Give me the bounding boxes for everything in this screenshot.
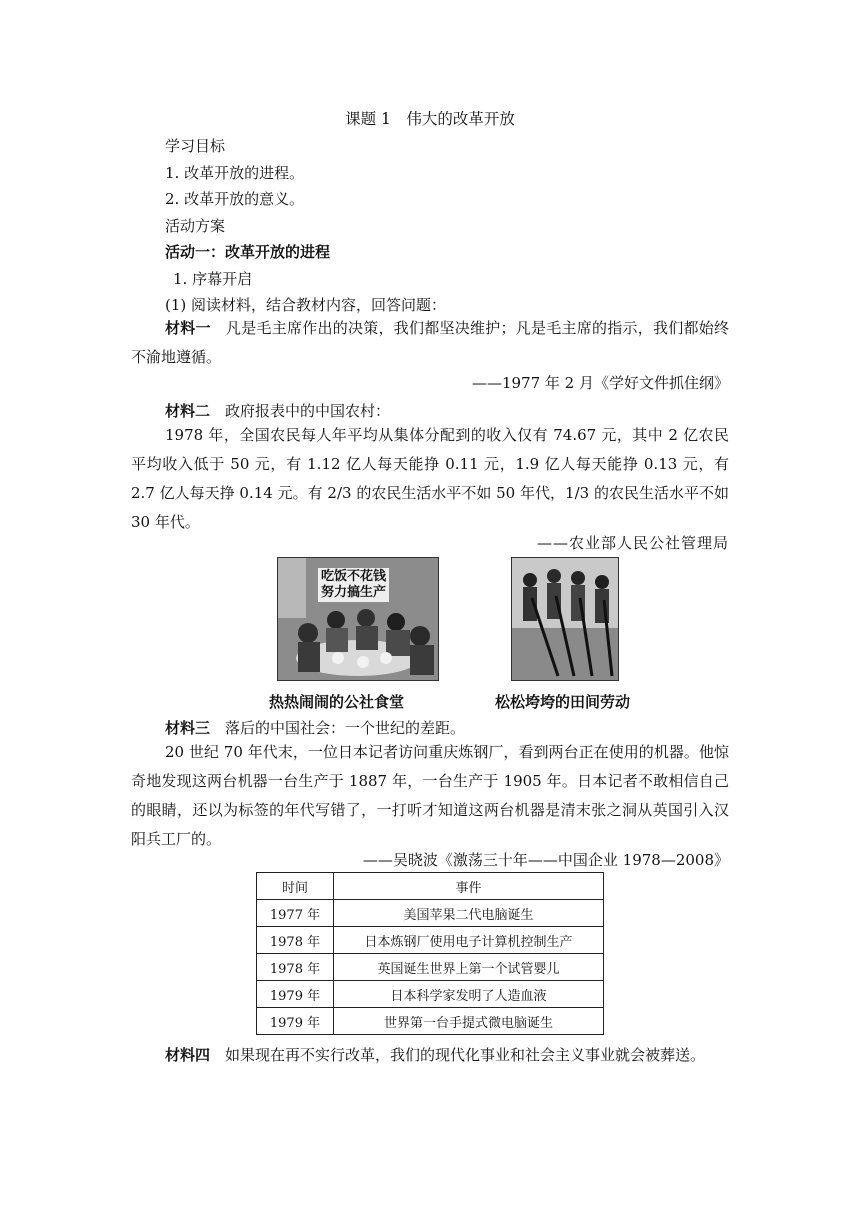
table-cell-event: 日本炼钢厂使用电子计算机控制生产 xyxy=(334,927,604,954)
material-3-heading xyxy=(165,717,465,738)
field-labor-photo xyxy=(511,557,619,681)
table-cell-time: 1978 年 xyxy=(257,927,334,954)
material-1 xyxy=(131,314,729,372)
table-cell-event: 日本科学家发明了人造血液 xyxy=(334,981,604,1008)
table-cell-time: 1978 年 xyxy=(257,954,334,981)
table-cell-event: 英国诞生世界上第一个试管婴儿 xyxy=(334,954,604,981)
goal-item-1: 1. 改革开放的进程。 xyxy=(165,164,305,182)
field-labor-scene-image xyxy=(512,558,618,680)
material-2-label: 材料二 xyxy=(165,402,211,420)
table-row xyxy=(257,981,604,1008)
table-row xyxy=(257,1008,604,1035)
canteen-photo-caption: 热热闹闹的公社食堂 xyxy=(269,693,405,711)
material-2-heading xyxy=(165,400,390,421)
events-table xyxy=(256,872,604,1035)
table-header-row xyxy=(257,873,604,900)
plan-heading: 活动方案 xyxy=(165,217,226,235)
table-row xyxy=(257,927,604,954)
material-2-intro: 政府报表中的中国农村： xyxy=(225,402,391,420)
table-header-time: 时间 xyxy=(257,873,334,900)
table-row xyxy=(257,954,604,981)
activity1-sub1: 1. 序幕开启 xyxy=(173,270,253,288)
material-3-source: ——吴晓波《激荡三十年——中国企业 1978—2008》 xyxy=(362,851,729,869)
table-cell-time: 1979 年 xyxy=(257,1008,334,1035)
goals-heading: 学习目标 xyxy=(165,137,226,155)
material-4-text: 如果现在再不实行改革，我们的现代化事业和社会主义事业就会被葬送。 xyxy=(225,1046,706,1064)
material-1-text: 凡是毛主席作出的决策，我们都坚决维护；凡是毛主席的指示，我们都始终不渝地遵循。 xyxy=(131,319,729,366)
commune-canteen-photo xyxy=(277,557,439,681)
canteen-slogan-line1: 吃饭不花钱 xyxy=(321,569,387,584)
field-photo-caption: 松松垮垮的田间劳动 xyxy=(495,693,631,711)
table-cell-time: 1979 年 xyxy=(257,981,334,1008)
material-2-text: 1978 年，全国农民每人年平均从集体分配到的收入仅有 74.67 元，其中 2 亿农民平均收入低于 50 元，有 1.12 亿人每天能挣 0.11 元，1.9 亿人每天能挣 0.13 元，有 2.7 亿人每天挣 0.14 元。有 2/3 的农民生活水平不如 50 年代，1/3 的农民生活水平不如 30 年代。 xyxy=(131,426,729,531)
material-4-label: 材料四 xyxy=(165,1046,211,1064)
material-1-source: ——1977 年 2 月《学好文件抓住纲》 xyxy=(471,374,729,392)
page-title: 课题 1 伟大的改革开放 xyxy=(345,110,515,128)
material-4 xyxy=(131,1041,729,1070)
material-3-label: 材料三 xyxy=(165,719,211,737)
canteen-slogan-line2: 努力搞生产 xyxy=(321,585,387,600)
material-2-source: ——农业部人民公社管理局 xyxy=(536,534,729,552)
table-header-event: 事件 xyxy=(334,873,604,900)
canteen-slogan xyxy=(318,568,389,602)
material-3-intro: 落后的中国社会：一个世纪的差距。 xyxy=(225,719,466,737)
table-row xyxy=(257,900,604,927)
goal-item-2: 2. 改革开放的意义。 xyxy=(165,190,305,208)
table-cell-time: 1977 年 xyxy=(257,900,334,927)
material-1-label: 材料一 xyxy=(165,319,211,337)
table-cell-event: 世界第一台手提式微电脑诞生 xyxy=(334,1008,604,1035)
activity1-heading: 活动一：改革开放的进程 xyxy=(165,243,331,261)
material-3-text: 20 世纪 70 年代末，一位日本记者访问重庆炼钢厂，看到两台正在使用的机器。他惊奇地发现这两台机器一台生产于 1887 年，一台生产于 1905 年。日本记者不敢相信自己的眼睛，还以为标签的年代写错了，一打听才知道这两台机器是清末张之洞从英国引入汉阳兵工厂的。 xyxy=(131,743,729,848)
activity1-question1: (1) 阅读材料，结合教材内容，回答问题： xyxy=(165,296,447,314)
table-cell-event: 美国苹果二代电脑诞生 xyxy=(334,900,604,927)
